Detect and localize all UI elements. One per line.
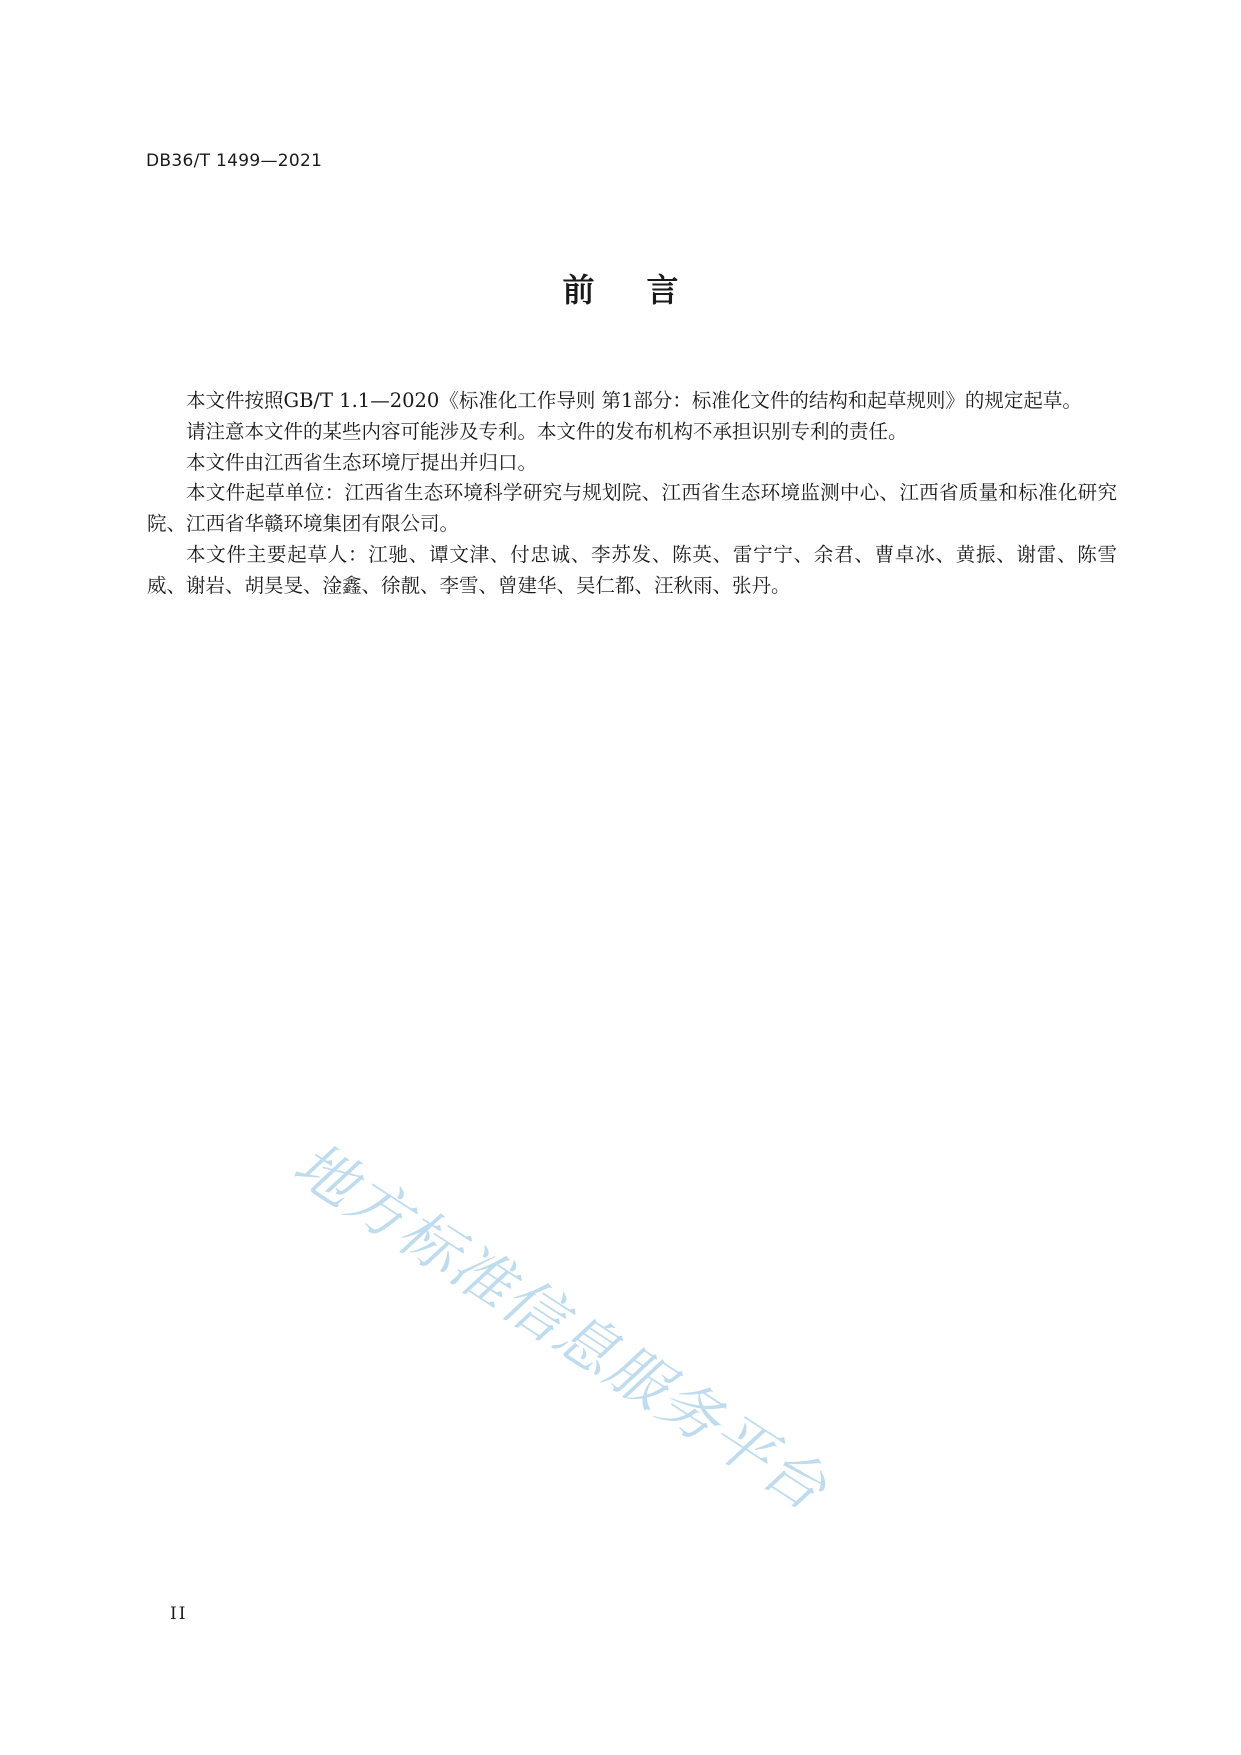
paragraph-drafting-rules: 本文件按照GB/T 1.1—2020《标准化工作导则 第1部分：标准化文件的结构和起草规则》的规定起草。 [186,389,1082,412]
paragraph-drafters: 本文件主要起草人：江驰、谭文津、付忠诚、李苏发、陈英、雷宁宁、余君、曹卓冰、黄振、谢雷、陈雪威、谢岩、胡昊旻、淦鑫、徐靓、李雪、曾建华、吴仁都、汪秋雨、张丹。 [147,542,1117,597]
document-code: DB36/T 1499—2021 [146,151,323,171]
watermark: 地方标准信息服务平台 [281,1128,840,1526]
page-title: 前言 [562,271,731,309]
paragraph-patent-notice: 请注意本文件的某些内容可能涉及专利。本文件的发布机构不承担识别专利的责任。 [186,419,908,443]
paragraph-drafting-units: 本文件起草单位：江西省生态环境科学研究与规划院、江西省生态环境监测中心、江西省质量和标准化研究院、江西省华赣环境集团有限公司。 [147,481,1117,536]
paragraph-proposer: 本文件由江西省生态环境厅提出并归口。 [186,450,538,474]
page-number: II [170,1604,188,1624]
foreword-body [147,386,1117,602]
